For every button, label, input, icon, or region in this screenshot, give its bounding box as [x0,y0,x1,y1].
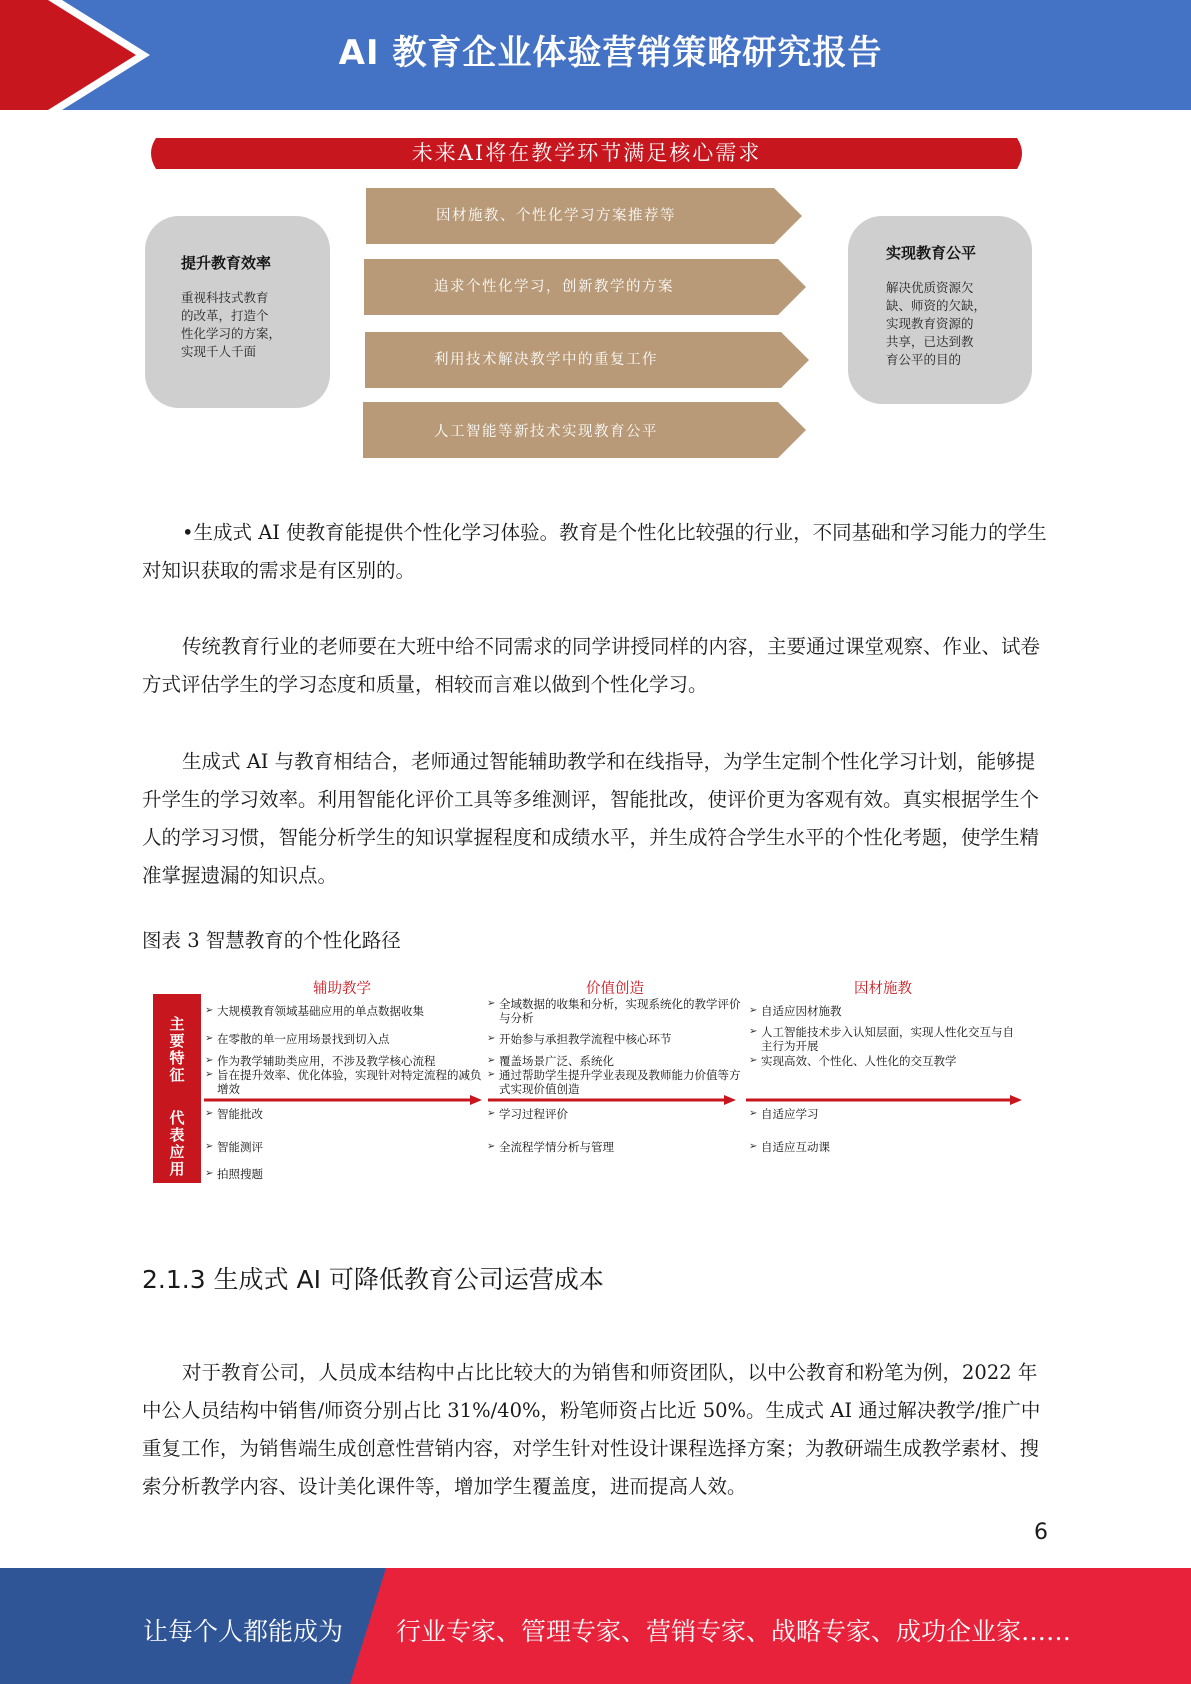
right-box-line: 共享，已达到教 [886,334,974,349]
feature-item [487,1068,745,1096]
feature-item [749,1025,1023,1053]
right-box-desc [886,279,1002,369]
right-box-line: 缺、师资的欠缺， [886,298,987,313]
bullet-icon: ➢ [749,1108,758,1119]
bullet-icon: ➢ [487,1108,496,1119]
bullet-icon: ➢ [749,1026,758,1037]
bullet-icon: ➢ [749,1141,758,1152]
right-box-line: 解决优质资源欠 [886,280,974,295]
app-text: 全流程学情分析与管理 [499,1140,614,1154]
feature-item [487,1054,745,1068]
feature-text: 大规模教育领域基础应用的单点数据收集 [217,1004,424,1018]
bullet-icon: ➢ [205,1108,214,1119]
feature-item [205,1068,487,1096]
bullet-icon: ➢ [487,1141,496,1152]
bullet-icon: ➢ [487,1069,496,1080]
right-box-line: 实现教育资源的 [886,316,974,331]
feature-text: 实现高效、个性化、人性化的交互教学 [761,1054,957,1068]
arrow-label: 因材施教、个性化学习方案推荐等 [436,208,676,224]
app-item [749,1140,1001,1154]
paragraph: •生成式 AI 使教育能提供个性化学习体验。教育是个性化比较强的行业，不同基础和学习能力的学生对知识获取的需求是有区别的。 [142,521,1047,582]
feature-text: 在零散的单一应用场景找到切入点 [217,1032,390,1046]
bullet-icon: ➢ [205,1168,214,1179]
right-box-title: 实现教育公平 [886,244,977,262]
feature-item [205,1054,487,1068]
app-text: 拍照搜题 [217,1167,263,1181]
app-item [205,1107,477,1121]
feature-text: 人工智能技术步入认知层面，实现人性化交互与自主行为开展 [761,1025,1014,1053]
feature-text: 自适应因材施教 [761,1004,842,1018]
arrow-label: 利用技术解决教学中的重复工作 [434,352,658,368]
app-item [205,1140,477,1154]
bullet-icon: ➢ [487,998,496,1009]
bullet-icon: ➢ [205,1005,214,1016]
feature-text: 作为教学辅助类应用，不涉及教学核心流程 [217,1054,436,1068]
app-item [749,1107,1001,1121]
page-number: 6 [1034,1520,1048,1545]
left-box-title: 提升教育效率 [181,254,272,272]
feature-item [749,1004,1023,1018]
column-heading: 价值创造 [586,981,644,997]
arrow-label: 追求个性化学习，创新教学的方案 [434,279,674,295]
left-box-line: 性化学习的方案， [181,326,282,341]
bullet-icon: ➢ [487,1033,496,1044]
feature-text: 开始参与承担教学流程中核心环节 [499,1032,672,1046]
feature-item [205,1032,487,1046]
app-text: 学习过程评价 [499,1107,568,1121]
left-box [145,216,330,408]
side-label-features-text: 主要特征 [169,1015,185,1084]
column-heading: 辅助教学 [313,981,371,997]
bullet-icon: ➢ [487,1055,496,1066]
bullet-icon: ➢ [749,1005,758,1016]
left-box-line: 实现千人千面 [181,344,257,359]
feature-text: 全域数据的收集和分析，实现系统化的教学评价与分析 [499,997,741,1025]
arrow-label: 人工智能等新技术实现教育公平 [434,424,658,440]
figure-caption: 图表 3 智慧教育的个性化路径 [142,929,401,952]
right-box-line: 育公平的目的 [886,352,962,367]
app-item [205,1167,477,1181]
left-box-desc [181,289,300,361]
report-title: AI 教育企业体验营销策略研究报告 [338,33,883,73]
column-heading: 因材施教 [854,981,912,997]
feature-item [749,1054,1023,1068]
paragraph: 传统教育行业的老师要在大班中给不同需求的同学讲授同样的内容，主要通过课堂观察、作业、试卷方式评估学生的学习态度和质量，相较而言难以做到个性化学习。 [142,635,1041,696]
section-paragraph: 对于教育公司，人员成本结构中占比比较大的为销售和师资团队，以中公教育和粉笔为例，2022 年中公人员结构中销售/师资分别占比 31%/40%，粉笔师资占比近 50%。生成式 AI 通过解决教学/推广中重复工作，为销售端生成创意性营销内容，对学生针对性设计课程选择方案；为教研端生成教学素材、搜索分析教学内容、设计美化课件等，增加学生覆盖度，进而提高人效。 [142,1361,1041,1498]
feature-item [487,1032,745,1046]
left-box-line: 的改革，打造个 [181,308,269,323]
section-heading: 2.1.3 生成式 AI 可降低教育公司运营成本 [142,1265,604,1294]
bullet-icon: ➢ [205,1033,214,1044]
side-label-features [153,1016,201,1084]
right-box [848,216,1032,404]
footer-slogan-right: 行业专家、管理专家、营销专家、战略专家、成功企业家…… [396,1617,1072,1646]
app-text: 智能测评 [217,1140,263,1154]
app-text: 自适应互动课 [761,1140,830,1154]
bullet-icon: ➢ [205,1069,214,1080]
diagram1-banner-text: 未来AI将在教学环节满足核心需求 [411,141,762,165]
bullet-icon: ➢ [205,1055,214,1066]
feature-text: 覆盖场景广泛、系统化 [499,1054,614,1068]
timeline-arrow-2 [488,1094,736,1106]
feature-item [487,997,745,1025]
paragraph: 生成式 AI 与教育相结合，老师通过智能辅助教学和在线指导，为学生定制个性化学习计划，能够提升学生的学习效率。利用智能化评价工具等多维测评，智能批改，使评价更为客观有效。真实根据学生个人的学习习惯，智能分析学生的知识掌握程度和成绩水平，并生成符合学生水平的个性化考题，使学生精准掌握遗漏的知识点。 [142,750,1040,887]
bullet-icon: ➢ [749,1055,758,1066]
footer-slogan-left: 让每个人都能成为 [143,1617,344,1646]
left-box-line: 重视科技式教育 [181,290,269,305]
side-label-apps-text: 代表应用 [169,1109,185,1178]
bullet-icon: ➢ [205,1141,214,1152]
app-item [487,1107,739,1121]
feature-item [205,1004,487,1018]
timeline-arrow-3 [746,1094,1022,1106]
app-item [487,1140,739,1154]
side-label-apps [153,1110,201,1178]
timeline-arrow-1 [204,1094,482,1106]
app-text: 自适应学习 [761,1107,819,1121]
feature-text: 旨在提升效率、优化体验，实现针对特定流程的减负增效 [217,1068,482,1096]
feature-text: 通过帮助学生提升学业表现及教师能力价值等方式实现价值创造 [499,1068,741,1096]
app-text: 智能批改 [217,1107,263,1121]
